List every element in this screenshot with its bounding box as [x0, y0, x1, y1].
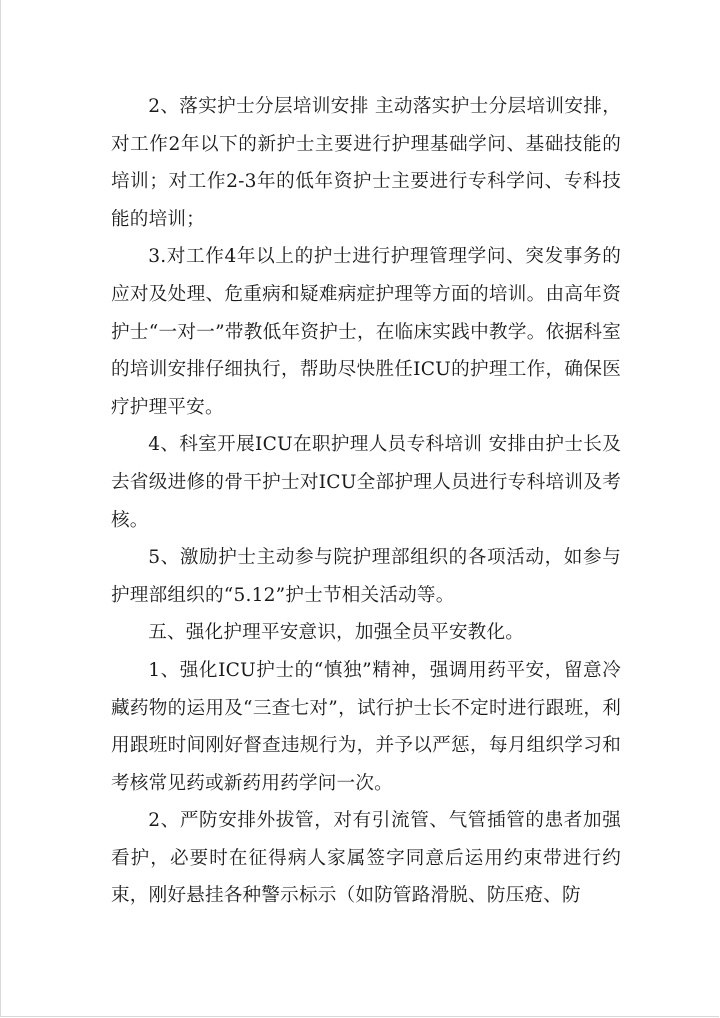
paragraph-unplanned-extubation: 2、严防安排外拔管，对有引流管、气管插管的患者加强看护，必要时在征得病人家属签字同意后运用约束带进行约束，刚好悬挂各种警示标示（如防管路滑脱、防压疮、防: [111, 810, 621, 907]
paragraph-icu-specialty-training: 4、科室开展ICU在职护理人员专科培训 安排由护士长及去省级进修的骨干护士对ICU全部护理人员进行专科培训及考核。: [111, 434, 621, 531]
paragraph-layered-training: 2、落实护士分层培训安排 主动落实护士分层培训安排，对工作2年以下的新护士主要进行护理基础学问、基础技能的培训；对工作2-3年的低年资护士主要进行专科学问、专科技能的培训；: [111, 96, 621, 230]
paragraph-medication-safety: 1、强化ICU护士的“慎独”精神，强调用药平安，留意冷藏药物的运用及“三查七对”，试行护士长不定时进行跟班，利用跟班时间刚好督查违规行为，并予以严惩，每月组织学习和考核常见药或新药用药学问一次。: [111, 659, 621, 794]
section-heading-safety-awareness: 五、强化护理平安意识，加强全员平安教化。: [148, 622, 525, 644]
paragraph-encourage-activities: 5、激励护士主动参与院护理部组织的各项活动，如参与护理部组织的“5.12”护士节相关活动等。: [111, 547, 621, 606]
document-body: [111, 88, 621, 915]
paragraph-senior-nurse-training: 3.对工作4年以上的护士进行护理管理学问、突发事务的应对及处理、危重病和疑难病症护理等方面的培训。由高年资护士“一对一”带教低年资护士，在临床实践中教学。依据科室的培训安排仔细执行，帮助尽快胜任ICU的护理工作，确保医疗护理平安。: [111, 246, 621, 418]
